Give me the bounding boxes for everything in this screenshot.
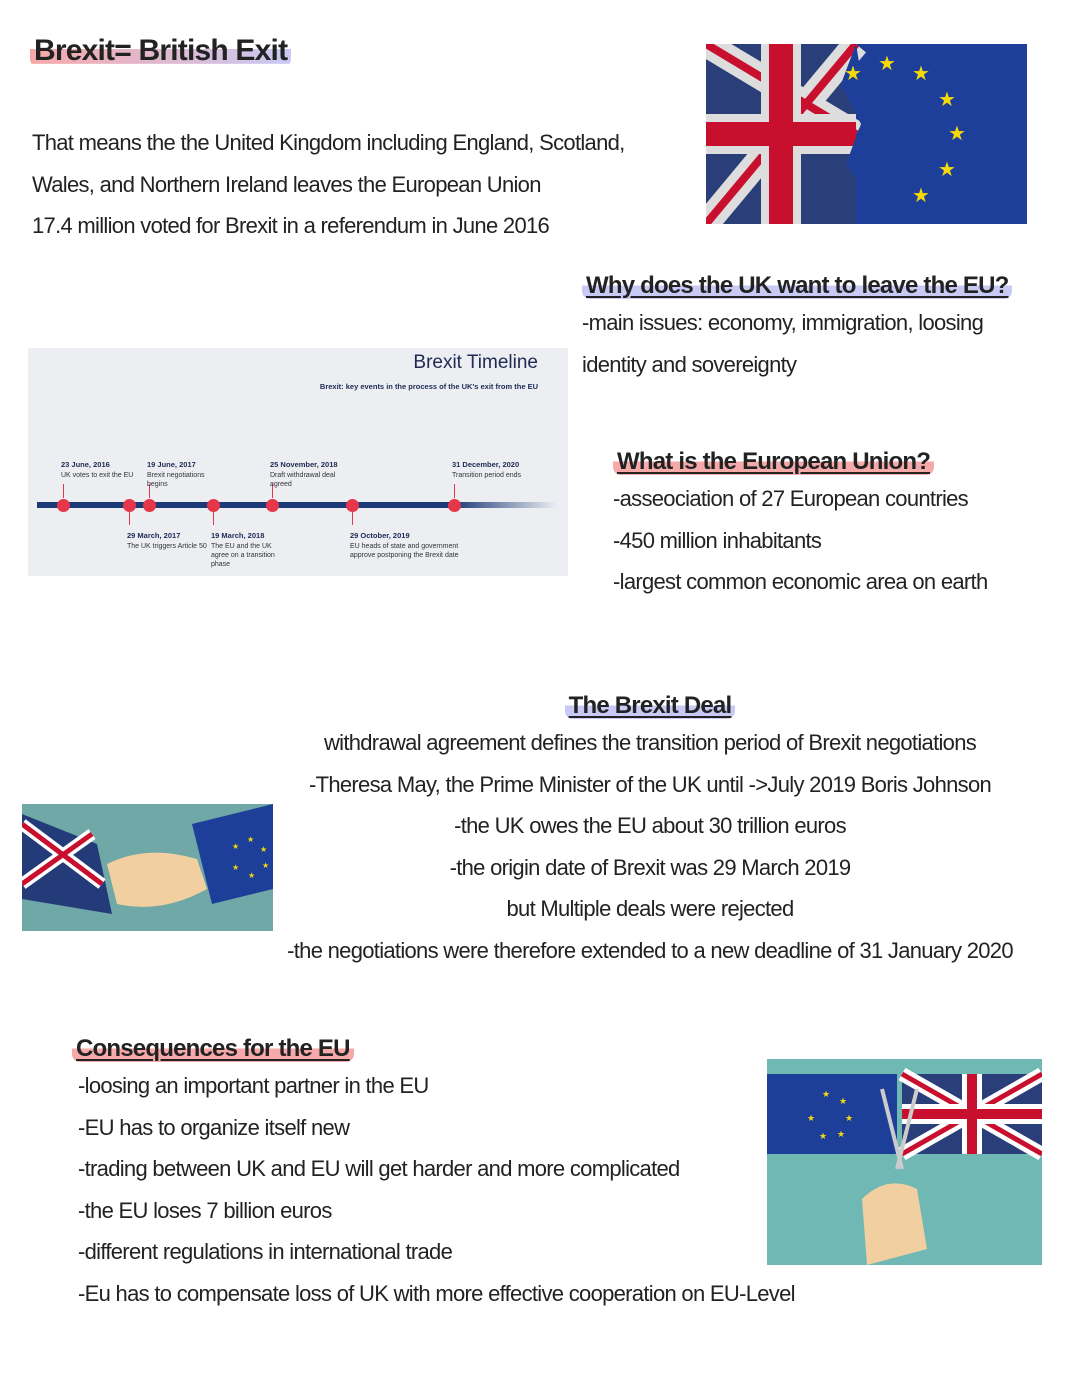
deal-line: -the UK owes the EU about 30 trillion euros xyxy=(454,813,846,838)
timeline-event xyxy=(452,460,521,480)
what-line: -450 million inhabitants xyxy=(613,527,822,553)
timeline-event-text: EU heads of state and government approve postponing the Brexit date xyxy=(350,543,459,559)
timeline-stem xyxy=(213,511,214,525)
timeline-event-text: Draft withdrawal deal agreed xyxy=(270,472,336,488)
brexit-timeline-image xyxy=(28,348,568,576)
why-line: -main issues: economy, immigration, loosing xyxy=(582,310,984,335)
timeline-event-date: 23 June, 2016 xyxy=(61,460,110,469)
uk-eu-flag-image xyxy=(706,44,1027,224)
timeline-event-text: Transition period ends xyxy=(452,472,522,479)
timeline-stem xyxy=(454,484,455,498)
consequences-line: -loosing an important partner in the EU xyxy=(78,1073,429,1098)
why-heading: Why does the UK want to leave the EU? xyxy=(582,272,1012,299)
consequences-line: -EU has to organize itself new xyxy=(78,1114,350,1140)
timeline-stem xyxy=(129,511,130,525)
timeline-event xyxy=(127,531,207,551)
page-title xyxy=(30,34,291,68)
svg-text:★: ★ xyxy=(938,157,956,181)
deal-line: withdrawal agreement defines the transition period of Brexit negotiations xyxy=(323,730,977,755)
consequences-line: -Eu has to compensate loss of UK with more effective cooperation on EU-Level xyxy=(78,1280,795,1306)
timeline-event xyxy=(147,460,227,489)
consequences-section xyxy=(72,1035,795,1314)
svg-text:★: ★ xyxy=(248,871,256,880)
svg-text:★: ★ xyxy=(938,87,956,111)
deal-heading: The Brexit Deal xyxy=(565,692,736,719)
svg-text:★: ★ xyxy=(262,861,270,870)
timeline-marker xyxy=(207,499,220,512)
timeline-marker xyxy=(266,499,279,512)
timeline-event xyxy=(61,460,133,480)
intro-line: 17.4 million voted for Brexit in a referendum in June 2016 xyxy=(32,213,550,238)
timeline-stem xyxy=(352,511,353,525)
timeline-subtitle: Brexit: key events in the process of the UK's exit from the EU xyxy=(319,382,538,391)
timeline-title: Brexit Timeline xyxy=(413,352,538,373)
timeline-marker xyxy=(448,499,461,512)
svg-text:★: ★ xyxy=(845,1113,854,1123)
what-line: -largest common economic area on earth xyxy=(613,569,988,594)
deal-line: -Theresa May, the Prime Minister of the UK until ->July 2019 Boris Johnson xyxy=(308,771,992,797)
svg-text:★: ★ xyxy=(839,1096,848,1106)
svg-text:★: ★ xyxy=(948,121,966,145)
what-section xyxy=(613,448,987,603)
timeline-bar xyxy=(37,502,557,508)
timeline-event-text: The UK triggers Article 50 xyxy=(127,543,207,550)
svg-text:★: ★ xyxy=(260,845,268,854)
timeline-marker xyxy=(123,499,136,512)
svg-text:★: ★ xyxy=(807,1113,816,1123)
timeline-event-text: UK votes to exit the EU xyxy=(61,472,134,479)
intro-line: Wales, and Northern Ireland leaves the European Union xyxy=(32,171,541,197)
timeline-marker xyxy=(57,499,70,512)
timeline-event-date: 31 December, 2020 xyxy=(452,460,520,469)
deal-line: -the negotiations were therefore extended to a new deadline of 31 January 2020 xyxy=(287,937,1013,963)
svg-text:★: ★ xyxy=(819,1131,828,1141)
timeline-stem xyxy=(63,484,64,498)
svg-text:★: ★ xyxy=(822,1089,831,1099)
timeline-marker xyxy=(346,499,359,512)
timeline-event-text: The EU and the UK agree on a transition phase xyxy=(211,543,275,568)
timeline-event-text: Brexit negotiations begins xyxy=(147,472,205,488)
svg-text:★: ★ xyxy=(837,1129,846,1139)
intro-text xyxy=(32,122,625,247)
what-heading: What is the European Union? xyxy=(613,448,934,475)
svg-text:★: ★ xyxy=(247,835,255,844)
consequences-line: -different regulations in international trade xyxy=(78,1239,453,1264)
timeline-event xyxy=(270,460,350,489)
why-line: identity and sovereignty xyxy=(582,351,797,377)
handshake-image xyxy=(22,804,273,931)
timeline-event-date: 29 October, 2019 xyxy=(350,531,410,540)
svg-text:★: ★ xyxy=(878,51,896,75)
deal-section xyxy=(250,692,1050,971)
svg-text:★: ★ xyxy=(844,61,862,85)
what-line: -asseociation of 27 European countries xyxy=(613,486,968,511)
timeline-event-date: 29 March, 2017 xyxy=(127,531,181,540)
why-section xyxy=(582,272,1012,385)
timeline-event xyxy=(211,531,291,569)
svg-text:★: ★ xyxy=(232,842,240,851)
deal-line: but Multiple deals were rejected xyxy=(506,896,794,921)
intro-line: That means the the United Kingdom including England, Scotland, xyxy=(32,130,625,155)
scissors-flag-image xyxy=(767,1059,1042,1265)
timeline-event xyxy=(350,531,460,560)
svg-text:★: ★ xyxy=(232,863,240,872)
timeline-event-date: 19 March, 2018 xyxy=(211,531,265,540)
timeline-event-date: 25 November, 2018 xyxy=(270,460,338,469)
svg-text:★: ★ xyxy=(912,183,930,207)
deal-line: -the origin date of Brexit was 29 March 2019 xyxy=(449,854,851,880)
timeline-event-date: 19 June, 2017 xyxy=(147,460,196,469)
consequences-line: -the EU loses 7 billion euros xyxy=(78,1197,332,1223)
timeline-marker xyxy=(143,499,156,512)
svg-text:★: ★ xyxy=(912,61,930,85)
consequences-heading: Consequences for the EU xyxy=(72,1035,354,1062)
title-text: Brexit= British Exit xyxy=(30,34,291,67)
consequences-line: -trading between UK and EU will get harder and more complicated xyxy=(78,1156,680,1181)
